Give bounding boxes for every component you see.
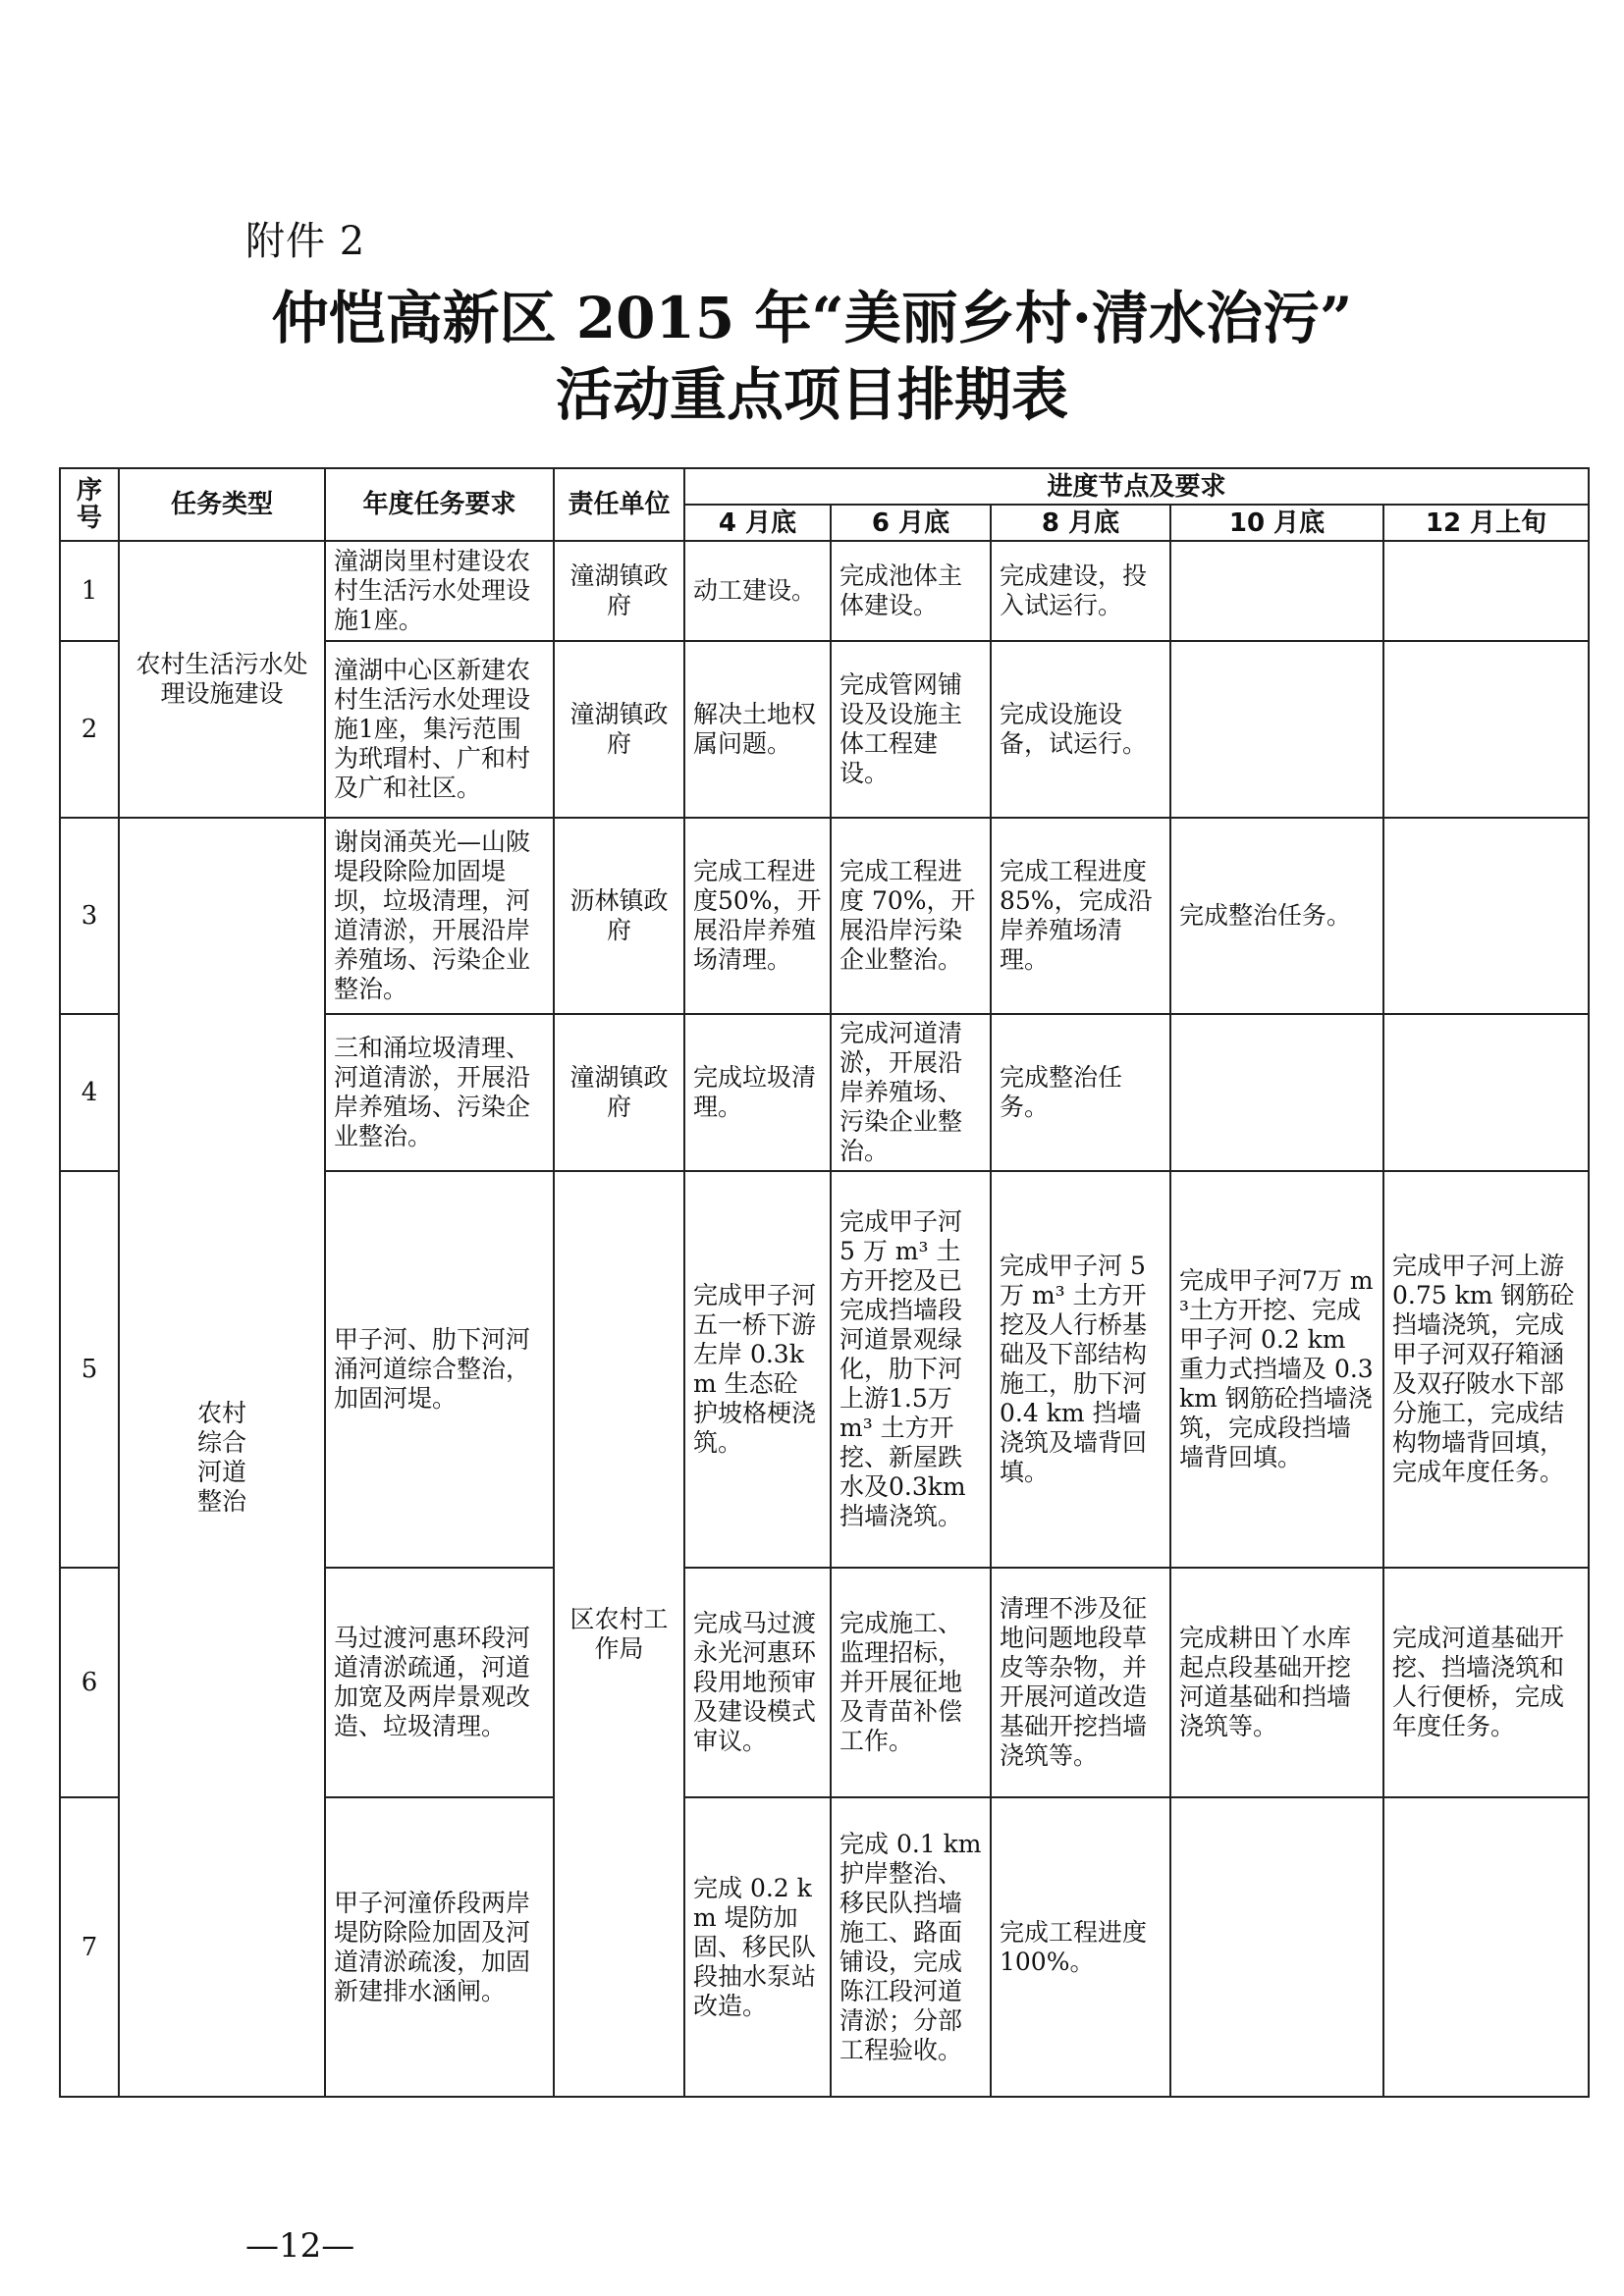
jun-cell: 完成池体主体建设。 (831, 541, 991, 641)
aug-cell: 完成工程进度 100%。 (991, 1797, 1170, 2097)
header-aug: 8 月底 (991, 505, 1170, 541)
aug-cell: 清理不涉及征地问题地段草皮等杂物，并开展河道改造基础开挖挡墙浇筑等。 (991, 1568, 1170, 1797)
task-cell: 潼湖岗里村建设农村生活污水处理设施1座。 (325, 541, 554, 641)
unit-cell: 区农村工作局 (554, 1171, 684, 2097)
oct-cell (1170, 541, 1383, 641)
oct-cell (1170, 1797, 1383, 2097)
apr-cell: 完成甲子河五一桥下游左岸 0.3km 生态砼护坡格梗浇筑。 (684, 1171, 831, 1568)
document-title-line2: 活动重点项目排期表 (555, 361, 1068, 428)
aug-cell: 完成建设，投入试运行。 (991, 541, 1170, 641)
dec-cell (1383, 1797, 1589, 2097)
row-seq: 5 (60, 1171, 119, 1568)
header-dec: 12 月上旬 (1383, 505, 1589, 541)
unit-cell: 沥林镇政府 (554, 818, 684, 1014)
schedule-table (59, 467, 1590, 2098)
apr-cell: 完成 0.2 km 堤防加固、移民队段抽水泵站改造。 (684, 1797, 831, 2097)
dec-cell (1383, 541, 1589, 641)
aug-cell: 完成整治任务。 (991, 1014, 1170, 1171)
unit-cell: 潼湖镇政府 (554, 641, 684, 818)
aug-cell: 完成设施设备，试运行。 (991, 641, 1170, 818)
dec-cell (1383, 818, 1589, 1014)
header-task: 年度任务要求 (325, 468, 554, 541)
header-seq: 序号 (60, 468, 119, 541)
unit-cell: 潼湖镇政府 (554, 541, 684, 641)
row-seq: 3 (60, 818, 119, 1014)
jun-cell: 完成管网铺设及设施主体工程建设。 (831, 641, 991, 818)
jun-cell: 完成 0.1 km 护岸整治、移民队挡墙施工、路面铺设，完成陈江段河道清淤；分部工程验收。 (831, 1797, 991, 2097)
oct-cell: 完成整治任务。 (1170, 818, 1383, 1014)
row-seq: 1 (60, 541, 119, 641)
apr-cell: 解决土地权属问题。 (684, 641, 831, 818)
dec-cell (1383, 641, 1589, 818)
apr-cell: 完成工程进度50%，开展沿岸养殖场清理。 (684, 818, 831, 1014)
row-seq: 2 (60, 641, 119, 818)
dec-cell: 完成甲子河上游 0.75 km 钢筋砼挡墙浇筑，完成甲子河双孖箱涵及双孖陂水下部分施工，完成结构物墙背回填，完成年度任务。 (1383, 1171, 1589, 1568)
task-type-cell: 农村综合河道整治 (119, 818, 325, 2097)
task-cell: 马过渡河惠环段河道清淤疏通，河道加宽及两岸景观改造、垃圾清理。 (325, 1568, 554, 1797)
oct-cell: 完成耕田丫水库起点段基础开挖河道基础和挡墙浇筑等。 (1170, 1568, 1383, 1797)
header-apr: 4 月底 (684, 505, 831, 541)
task-cell: 甲子河潼侨段两岸堤防除险加固及河道清淤疏浚，加固新建排水涵闸。 (325, 1797, 554, 2097)
task-cell: 潼湖中心区新建农村生活污水处理设施1座，集污范围为玳瑁村、广和村及广和社区。 (325, 641, 554, 818)
jun-cell: 完成河道清淤，开展沿岸养殖场、污染企业整治。 (831, 1014, 991, 1171)
aug-cell: 完成工程进度 85%，完成沿岸养殖场清理。 (991, 818, 1170, 1014)
header-unit: 责任单位 (554, 468, 684, 541)
row-seq: 4 (60, 1014, 119, 1171)
jun-cell: 完成施工、监理招标，并开展征地及青苗补偿工作。 (831, 1568, 991, 1797)
task-cell: 甲子河、肋下河河涌河道综合整治，加固河堤。 (325, 1171, 554, 1568)
header-type: 任务类型 (119, 468, 325, 541)
row-seq: 6 (60, 1568, 119, 1797)
jun-cell: 完成工程进度 70%，开展沿岸污染企业整治。 (831, 818, 991, 1014)
oct-cell: 完成甲子河7万 m³土方开挖、完成甲子河 0.2 km 重力式挡墙及 0.3 km 钢筋砼挡墙浇筑，完成段挡墙墙背回填。 (1170, 1171, 1383, 1568)
header-progress: 进度节点及要求 (684, 468, 1589, 505)
jun-cell: 完成甲子河 5 万 m³ 土方开挖及已完成挡墙段河道景观绿化，肋下河上游1.5万 m³ 土方开挖、新屋跌水及0.3km 挡墙浇筑。 (831, 1171, 991, 1568)
dec-cell (1383, 1014, 1589, 1171)
header-jun: 6 月底 (831, 505, 991, 541)
task-cell: 谢岗涌英光—山陂堤段除险加固堤坝，垃圾清理，河道清淤，开展沿岸养殖场、污染企业整治。 (325, 818, 554, 1014)
oct-cell (1170, 641, 1383, 818)
apr-cell: 动工建设。 (684, 541, 831, 641)
task-type-cell: 农村生活污水处理设施建设 (119, 541, 325, 818)
dec-cell: 完成河道基础开挖、挡墙浇筑和人行便桥，完成年度任务。 (1383, 1568, 1589, 1797)
page-number: —12— (245, 2226, 355, 2266)
table-row (60, 541, 1589, 641)
attachment-label: 附件 2 (245, 219, 366, 264)
aug-cell: 完成甲子河 5 万 m³ 土方开挖及人行桥基础及下部结构施工，肋下河 0.4 km 挡墙浇筑及墙背回填。 (991, 1171, 1170, 1568)
table-row (60, 818, 1589, 1014)
document-title-line1: 仲恺高新区 2015 年“美丽乡村·清水治污” (271, 285, 1353, 351)
apr-cell: 完成垃圾清理。 (684, 1014, 831, 1171)
unit-cell: 潼湖镇政府 (554, 1014, 684, 1171)
oct-cell (1170, 1014, 1383, 1171)
header-oct: 10 月底 (1170, 505, 1383, 541)
apr-cell: 完成马过渡永光河惠环段用地预审及建设模式审议。 (684, 1568, 831, 1797)
task-cell: 三和涌垃圾清理、河道清淤，开展沿岸养殖场、污染企业整治。 (325, 1014, 554, 1171)
row-seq: 7 (60, 1797, 119, 2097)
